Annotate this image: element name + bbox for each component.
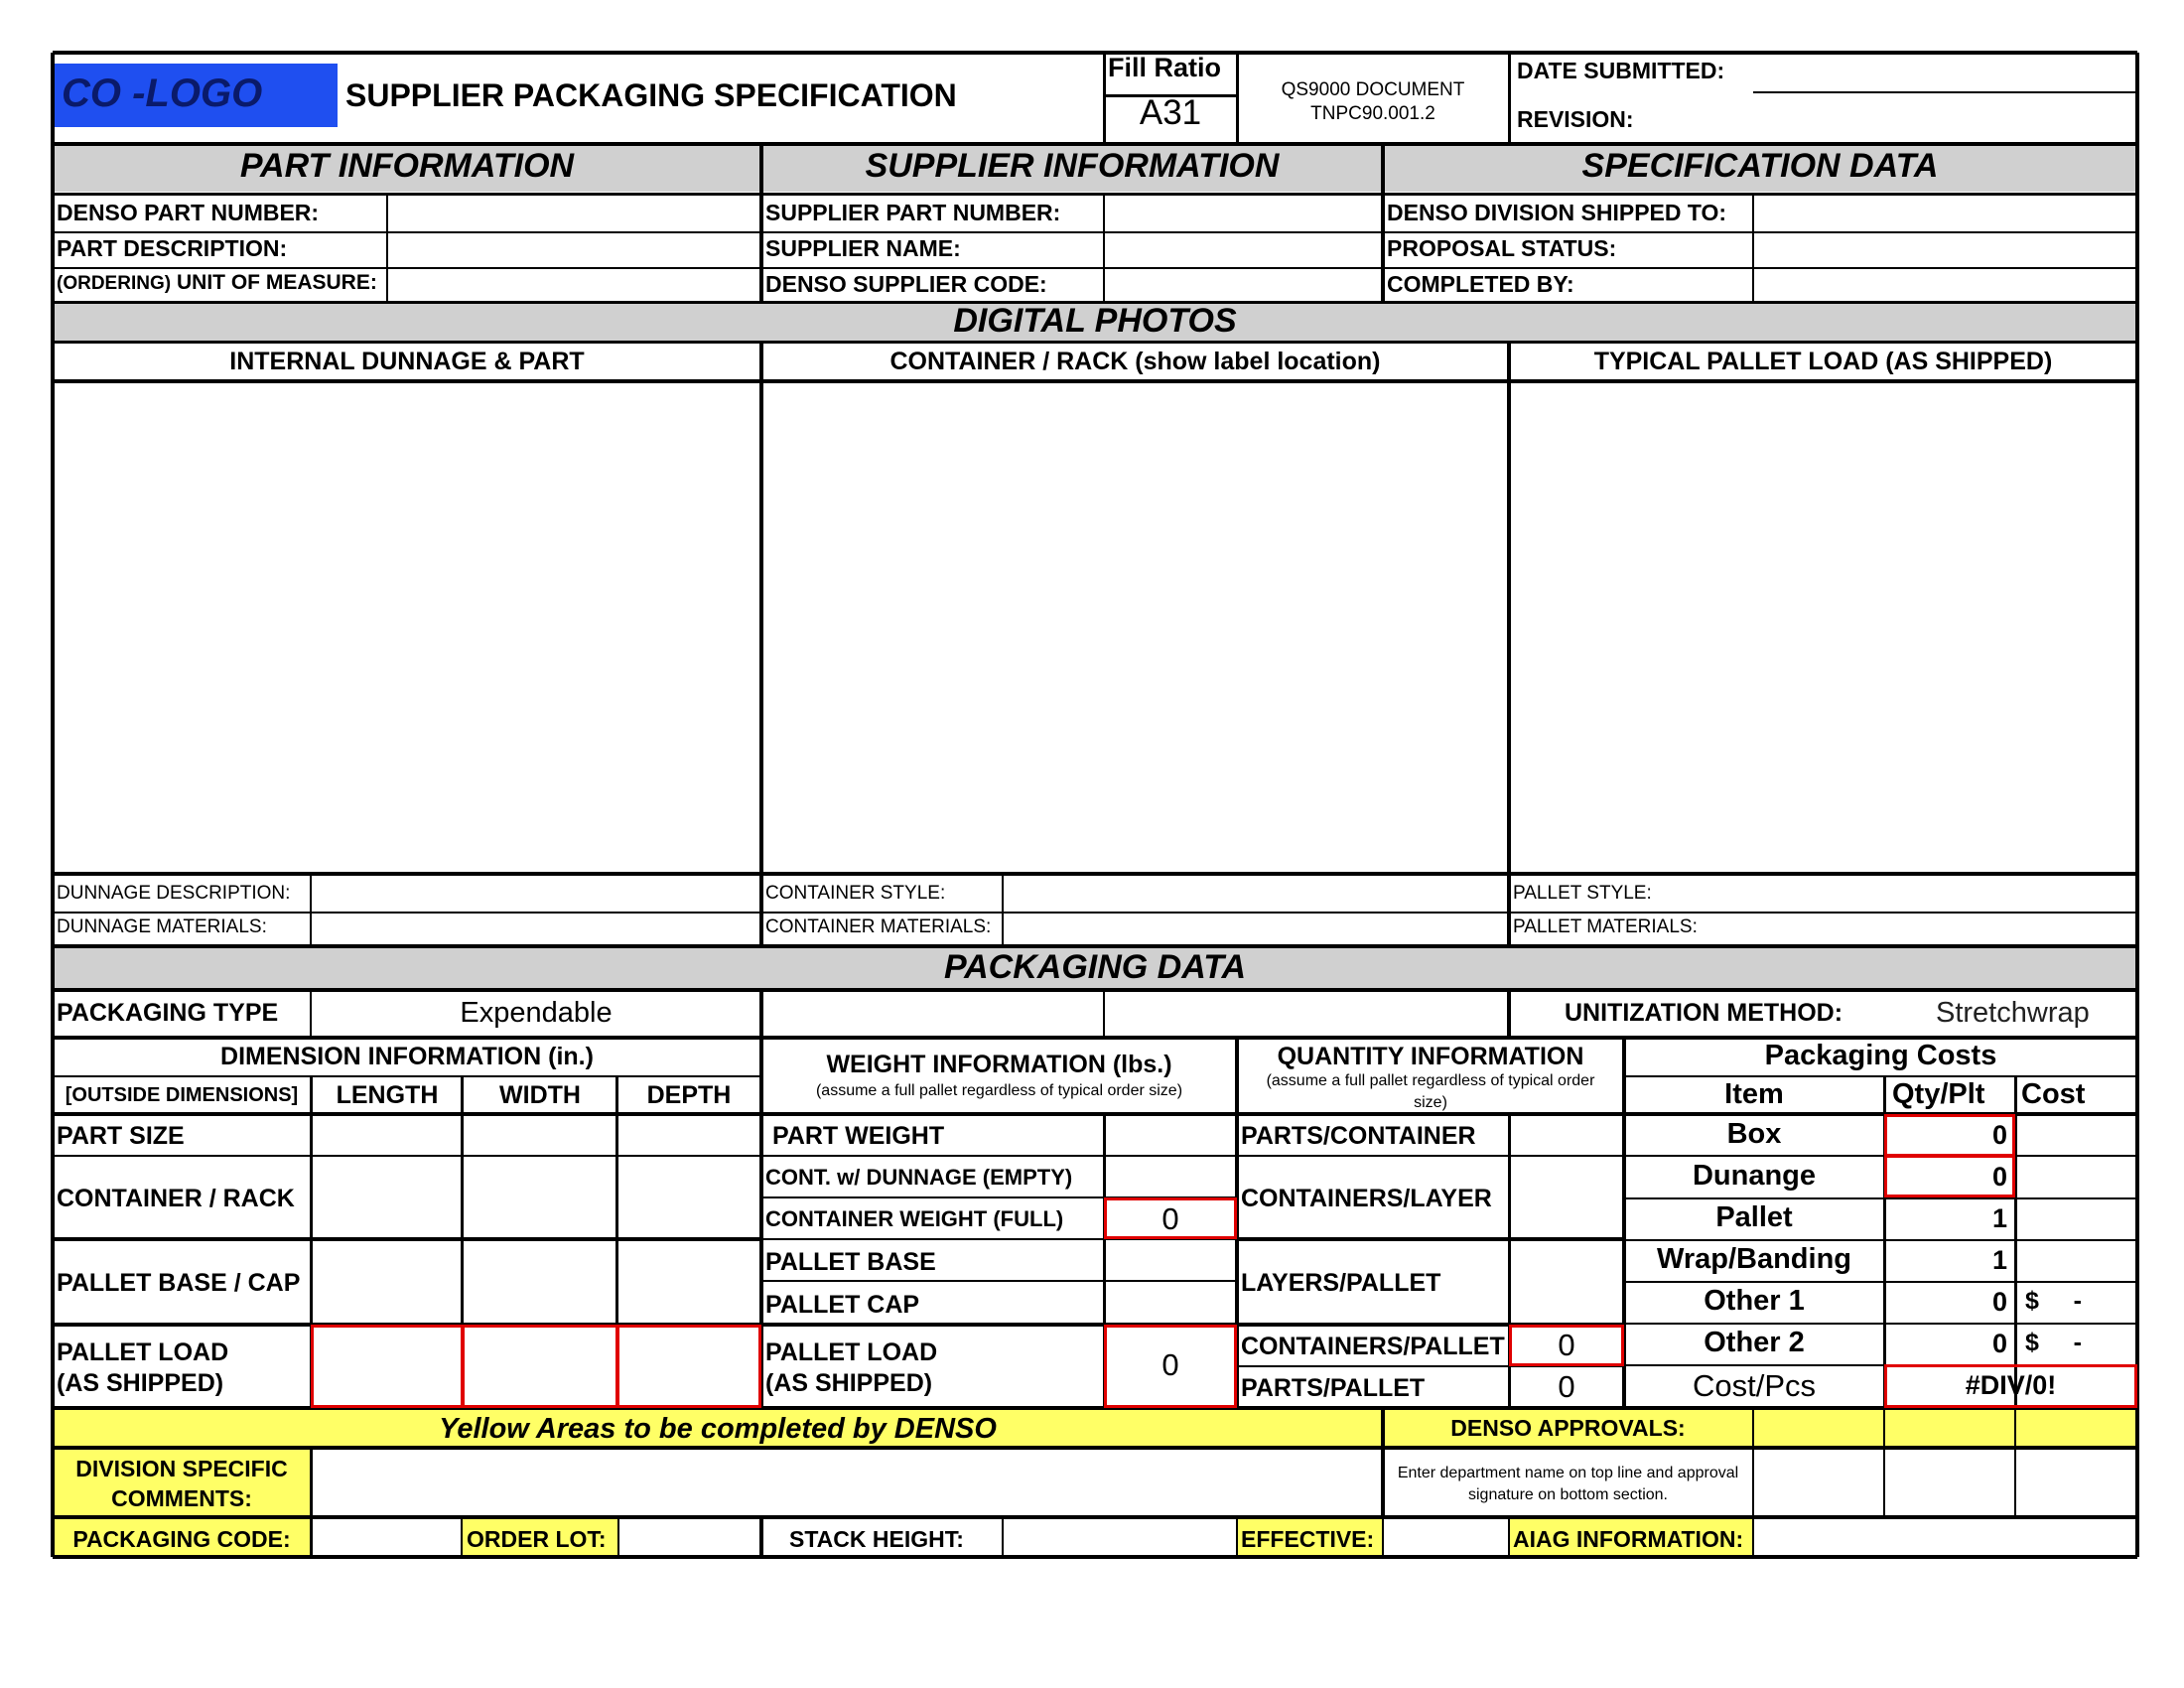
cost-item-header: Item [1724,1078,1784,1110]
proposal-status-field[interactable] [1753,231,2137,267]
specification-data-heading: SPECIFICATION DATA [1581,147,1939,185]
parts-pallet-value: 0 [1558,1369,1575,1404]
cost-item-4: Wrap/Banding [1656,1243,1852,1275]
approval-note-1: Enter department name on top line and approval [1397,1465,1739,1481]
revision-field[interactable] [1753,97,2135,137]
cost-item-1: Box [1726,1118,1782,1150]
grid-line [53,1323,1624,1327]
cost-value-5[interactable]: $ - [2025,1287,2082,1315]
cost-qty-4[interactable]: 1 [1991,1245,2007,1275]
doc-line-1: QS9000 DOCUMENT [1281,79,1465,100]
date-submitted-field[interactable] [1753,60,2135,93]
cost-qty-1[interactable]: 0 [1991,1120,2007,1150]
pallet-load-weight-label-1: PALLET LOAD [765,1338,938,1366]
pallet-load-label-2: (AS SHIPPED) [57,1369,224,1397]
packaging-type-label: PACKAGING TYPE [57,999,279,1027]
packaging-type-value[interactable]: Expendable [460,997,613,1029]
cost-qty-2[interactable]: 0 [1991,1162,2007,1192]
part-information-heading: PART INFORMATION [239,147,575,185]
grid-line [53,988,2137,992]
cost-item-6: Other 2 [1704,1327,1805,1358]
approval-note-2: signature on bottom section. [1467,1486,1668,1503]
aiag-information-label: AIAG INFORMATION: [1513,1526,1744,1552]
parts-pallet-label: PARTS/PALLET [1241,1374,1426,1402]
packaging-data-heading: PACKAGING DATA [943,948,1247,986]
grid-line [53,341,2137,344]
cost-qty-5[interactable]: 0 [1991,1287,2007,1317]
cost-qty-3[interactable]: 1 [1991,1203,2007,1233]
logo-text: CO -LOGO [62,71,263,115]
part-description-field[interactable] [387,231,761,267]
pallet-load-depth-cell[interactable] [616,1325,761,1408]
cost-qty-header: Qty/Plt [1892,1078,1985,1110]
part-description-label: PART DESCRIPTION: [57,235,288,261]
grid-line [1382,1517,1384,1557]
grid-line [1236,1517,1238,1557]
grid-line [461,1517,463,1557]
grid-line [1883,1408,1885,1517]
division-comments-label-1: DIVISION SPECIFIC [75,1456,288,1481]
packaging-costs-heading: Packaging Costs [1764,1040,1997,1071]
digital-photos-heading: DIGITAL PHOTOS [953,302,1237,340]
outside-dimensions-label: [OUTSIDE DIMENSIONS] [65,1084,299,1106]
container-style-label: CONTAINER STYLE: [765,883,946,904]
date-submitted-label: DATE SUBMITTED: [1517,58,1725,83]
grid-line [1508,1517,1510,1557]
cont-full-label: CONTAINER WEIGHT (FULL) [765,1206,1064,1231]
pallet-base-cap-label: PALLET BASE / CAP [57,1269,301,1297]
grid-line [759,1517,763,1557]
uom-label: UNIT OF MEASURE: [177,271,377,294]
length-header: LENGTH [336,1081,439,1109]
denso-supplier-code-label: DENSO SUPPLIER CODE: [765,271,1047,297]
grid-line [617,1517,619,1557]
width-header: WIDTH [499,1081,581,1109]
grid-line [1624,1239,2137,1241]
cost-value-6[interactable]: $ - [2025,1329,2082,1356]
grid-line [53,51,2137,55]
quantity-info-heading: QUANTITY INFORMATION [1277,1043,1584,1070]
pallet-load-width-cell[interactable] [462,1325,618,1408]
grid-line [53,142,2137,146]
parts-container-label: PARTS/CONTAINER [1241,1122,1476,1150]
grid-line [53,1555,2137,1559]
cost-qty-6[interactable]: 0 [1991,1329,2007,1358]
denso-part-number-label: DENSO PART NUMBER: [57,200,320,225]
part-weight-label: PART WEIGHT [772,1122,945,1150]
containers-pallet-label: CONTAINERS/PALLET [1241,1333,1505,1360]
pallet-materials-label: PALLET MATERIALS: [1513,916,1698,937]
supplier-part-number-field[interactable] [1104,196,1383,231]
stack-height-label: STACK HEIGHT: [789,1526,964,1552]
cont-empty-label: CONT. w/ DUNNAGE (EMPTY) [765,1165,1073,1190]
division-comments-label-2: COMMENTS: [111,1485,252,1511]
supplier-part-number-label: SUPPLIER PART NUMBER: [765,200,1061,225]
grid-line [53,872,2137,876]
grid-line [1752,1517,1754,1557]
effective-label: EFFECTIVE: [1241,1526,1375,1552]
packaging-code-label: PACKAGING CODE: [72,1526,291,1552]
photo-col-pallet-heading: TYPICAL PALLET LOAD (AS SHIPPED) [1593,348,2053,375]
division-shipped-label: DENSO DIVISION SHIPPED TO: [1387,200,1727,225]
grid-line [1624,1197,2137,1199]
grid-line [1237,1237,1624,1241]
photo-col-container-heading: CONTAINER / RACK (show label location) [889,348,1381,375]
revision-label: REVISION: [1517,106,1634,132]
cost-item-3: Pallet [1715,1201,1793,1233]
container-rack-label: CONTAINER / RACK [57,1185,295,1212]
weight-info-heading: WEIGHT INFORMATION (lbs.) [826,1051,1172,1078]
supplier-information-heading: SUPPLIER INFORMATION [865,147,1280,185]
part-size-label: PART SIZE [57,1122,185,1150]
unitization-method-label: UNITIZATION METHOD: [1565,999,1843,1027]
grid-line [1624,1281,2137,1283]
photo-pallet-area[interactable] [1511,381,2135,872]
photo-col-dunnage-heading: INTERNAL DUNNAGE & PART [229,348,585,375]
pallet-cap-weight-label: PALLET CAP [765,1291,920,1319]
grid-line [1002,1517,1004,1557]
cost-pcs-value: #DIV/0! [1965,1370,2057,1400]
grid-line [53,1515,2137,1519]
dimension-info-heading: DIMENSION INFORMATION (in.) [220,1043,594,1070]
cost-item-2: Dunange [1692,1160,1817,1192]
grid-line [1624,1155,2137,1157]
division-shipped-field[interactable] [1753,196,2137,231]
grid-line [1002,874,1004,946]
completed-by-label: COMPLETED BY: [1387,271,1574,297]
cost-pcs-label: Cost/Pcs [1692,1368,1817,1403]
grid-line [1624,1075,2137,1077]
weight-info-note: (assume a full pallet regardless of typical order size) [815,1082,1183,1099]
cost-cost-header: Cost [2021,1078,2086,1110]
grid-line [53,1155,761,1157]
quantity-info-note-1: (assume a full pallet regardless of typical order [1266,1072,1595,1089]
container-materials-label: CONTAINER MATERIALS: [765,916,992,937]
fill-ratio-value: A31 [1139,93,1202,132]
fill-ratio-label: Fill Ratio [1108,53,1221,82]
containers-pallet-value: 0 [1558,1328,1575,1362]
containers-layer-label: CONTAINERS/LAYER [1241,1185,1492,1212]
grid-line [2014,1408,2016,1517]
grid-line [53,1237,761,1241]
grid-line [1507,990,1511,1038]
uom-field[interactable] [387,267,761,301]
grid-line [1237,1155,1624,1157]
cont-full-value: 0 [1161,1201,1179,1236]
yellow-areas-note: Yellow Areas to be completed by DENSO [439,1413,997,1445]
proposal-status-label: PROPOSAL STATUS: [1387,235,1617,261]
photo-container-area[interactable] [763,381,1507,872]
photo-dunnage-area[interactable] [55,381,759,872]
completed-by-field[interactable] [1753,267,2137,301]
grid-line [1624,1323,2137,1325]
unitization-method-value[interactable]: Stretchwrap [1936,997,2090,1029]
doc-line-2: TNPC90.001.2 [1310,103,1435,124]
denso-supplier-code-field[interactable] [1104,267,1383,301]
grid-line [761,1155,1237,1157]
page-title: SUPPLIER PACKAGING SPECIFICATION [345,77,957,113]
supplier-name-label: SUPPLIER NAME: [765,235,961,261]
grid-line [310,874,312,946]
dunnage-description-label: DUNNAGE DESCRIPTION: [57,883,291,904]
quantity-info-note-2: size) [1414,1094,1447,1111]
pallet-load-label-1: PALLET LOAD [57,1338,229,1366]
grid-line [53,912,2137,914]
cost-item-5: Other 1 [1704,1285,1805,1317]
depth-header: DEPTH [646,1081,732,1109]
pallet-load-weight-label-2: (AS SHIPPED) [765,1369,933,1397]
pallet-load-weight-value: 0 [1161,1347,1179,1382]
order-lot-label: ORDER LOT: [467,1526,607,1552]
denso-approvals-label: DENSO APPROVALS: [1450,1415,1686,1441]
grid-line [53,1112,2137,1116]
grid-line [53,1075,761,1077]
pallet-style-label: PALLET STYLE: [1513,883,1652,904]
supplier-name-field[interactable] [1104,231,1383,267]
pallet-base-weight-label: PALLET BASE [765,1248,936,1276]
division-comments-field[interactable] [313,1450,1381,1515]
pallet-load-length-cell[interactable] [311,1325,464,1408]
denso-part-number-field[interactable] [387,196,761,231]
grid-line [1103,990,1105,1038]
grid-line [761,1280,1237,1282]
uom-prefix-label: (ORDERING) [57,273,172,294]
layers-pallet-label: LAYERS/PALLET [1241,1269,1441,1297]
dunnage-materials-label: DUNNAGE MATERIALS: [57,916,267,937]
